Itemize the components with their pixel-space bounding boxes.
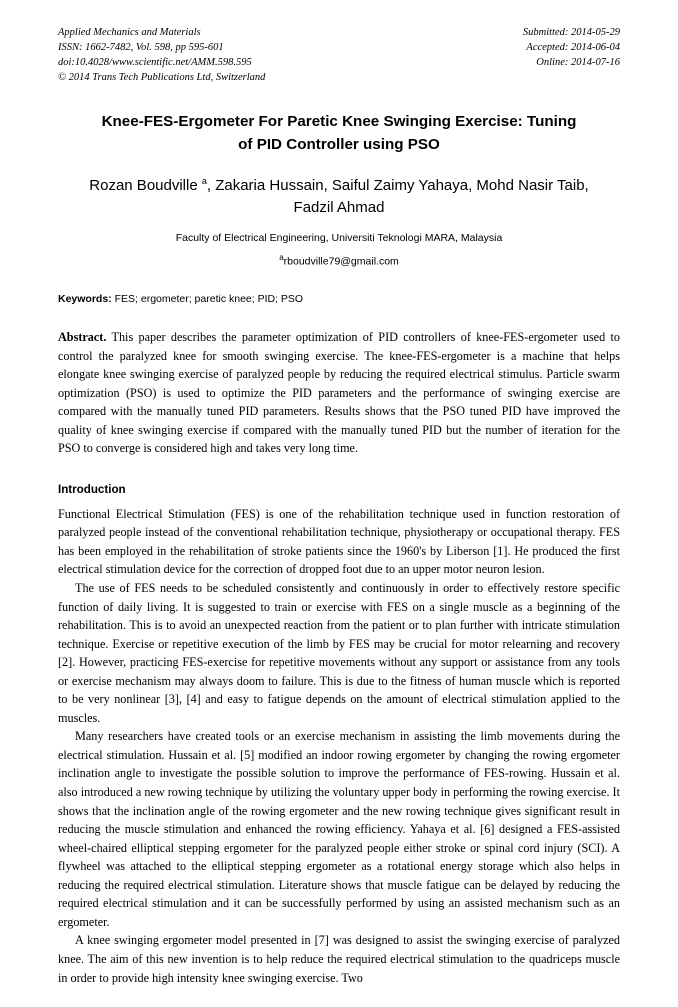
corresponding-email	[58, 253, 620, 268]
email-affiliation-marker: a	[279, 252, 284, 262]
online-date: Online: 2014-07-16	[536, 56, 620, 68]
author-affiliation-marker: a	[201, 175, 207, 186]
affiliation: Faculty of Electrical Engineering, Universiti Teknologi MARA, Malaysia	[175, 231, 503, 244]
submitted-date: Submitted: 2014-05-29	[522, 27, 620, 38]
accepted-date: Accepted: 2014-06-04	[526, 41, 620, 53]
section-heading-introduction: Introduction	[58, 482, 126, 496]
abstract-text: This paper describes the parameter optimization of PID controllers of knee-FES-ergometer used to control the paralyzed knee for smooth swinging exercise. The knee-FES-ergometer is a machine that helps elongate knee swinging exercise of paralyzed people by reducing the required electrical stimulus. Particle swarm optimization (PSO) is used to optimize the PID parameters and the performance of swinging exercise are compared with the manually tuned PID parameters. Results shows that the PSO tuned PID have improved the quality of knee swinging exercise if compared with the manually tuned PID but the number of iteration for the PSO to converge is considered high and takes very long time.	[58, 330, 620, 456]
introduction-body	[58, 505, 620, 987]
page-title	[58, 110, 620, 157]
journal-doi: doi:10.4028/www.scientific.net/AMM.598.595	[58, 56, 252, 68]
page-title-line-1: Knee-FES-Ergometer For Paretic Knee Swinging Exercise: Tuning	[101, 112, 577, 130]
author-first: Rozan Boudville	[89, 176, 202, 194]
keywords-value: FES; ergometer; paretic knee; PID; PSO	[111, 293, 304, 305]
paragraph: Functional Electrical Stimulation (FES) is one of the rehabilitation technique used in function restoration of paralyzed people instead of the conventional rehabilitation technique, physiotherapy or occupational therapy. FES has been employed in the rehabilitation of stroke patients since the 1960's by Liberson [1]. He produced the first electrical stimulation device for the correction of dropped foot due to an upper motor neuron lesion.	[58, 506, 620, 577]
keywords-line	[58, 293, 620, 305]
author-list	[58, 175, 620, 220]
journal-info-left	[58, 26, 265, 86]
journal-header	[58, 26, 620, 86]
keywords-label: Keywords:	[58, 293, 112, 305]
paragraph: The use of FES needs to be scheduled consistently and continuously in order to effectively restore specific function of daily living. It is suggested to train or exercise with FES on a single muscle as a beginning of the rehabilitation. This is to avoid an unexpected reaction from the patient or to plan further with intricate stimulation technique. Exercise or repetitive execution of the limb by FES may be crucial for motor relearning and recovery [2]. However, practicing FES-exercise for repetitive movements without any support or assistance from any tools or exercise mechanism may always doom to failure. This is due to the fitness of human muscle which is reported to be very nonlinear [3], [4] and easy to fatigue depends on the amount of electrical stimulation applied to the muscles.	[58, 581, 620, 725]
journal-issn-volume: ISSN: 1662-7482, Vol. 598, pp 595-601	[58, 41, 224, 53]
paragraph: A knee swinging ergometer model presented in [7] was designed to assist the swinging exercise of paralyzed knee. The aim of this new invention is to help reduce the required electrical stimulation to the quadriceps muscle in order to provide high intensity knee swinging exercise. Two	[58, 933, 620, 985]
abstract-label: Abstract.	[58, 330, 107, 344]
author-line-1	[58, 175, 620, 198]
page-title-line-2: of PID Controller using PSO	[238, 136, 440, 154]
paragraph: Many researchers have created tools or an exercise mechanism in assisting the limb movements during the electrical stimulation. Hussain et al. [5] modified an indoor rowing ergometer by changing the rowing ergometer inclination angle to investigate the possible solution to improve the performance of FES-rowing. Hussain et al. also introduced a new rowing technique by utilizing the voluntary upper body in performing the rowing exercise. It shows that the inclination angle of the rowing ergometer and the new rowing technique gives significant result in reducing the muscle stimulation and enhanced the rowing efficiency. Yahaya et al. [6] designed a FES-assisted wheel-chaired elliptical stepping ergometer for the paralyzed people either stroke or spinal cord injury (SCI). A flywheel was attached to the elliptical stepping ergometer as a rotational energy storage which also helps in reducing the required electrical stimulation. Literature shows that muscle fatigue can be delayed by reducing the required electrical stimulation and it can be successfully performed by using an assisted mechanism such as an ergometer.	[58, 729, 620, 929]
author-rest: , Zakaria Hussain, Saiful Zaimy Yahaya, Mohd Nasir Taib,	[206, 176, 589, 194]
abstract-paragraph	[58, 328, 620, 458]
author-line-2: Fadzil Ahmad	[293, 199, 385, 217]
email-address: rboudville79@gmail.com	[283, 255, 399, 267]
journal-name: Applied Mechanics and Materials	[58, 27, 201, 38]
journal-dates	[523, 26, 620, 71]
journal-copyright: © 2014 Trans Tech Publications Ltd, Switzerland	[58, 71, 266, 83]
